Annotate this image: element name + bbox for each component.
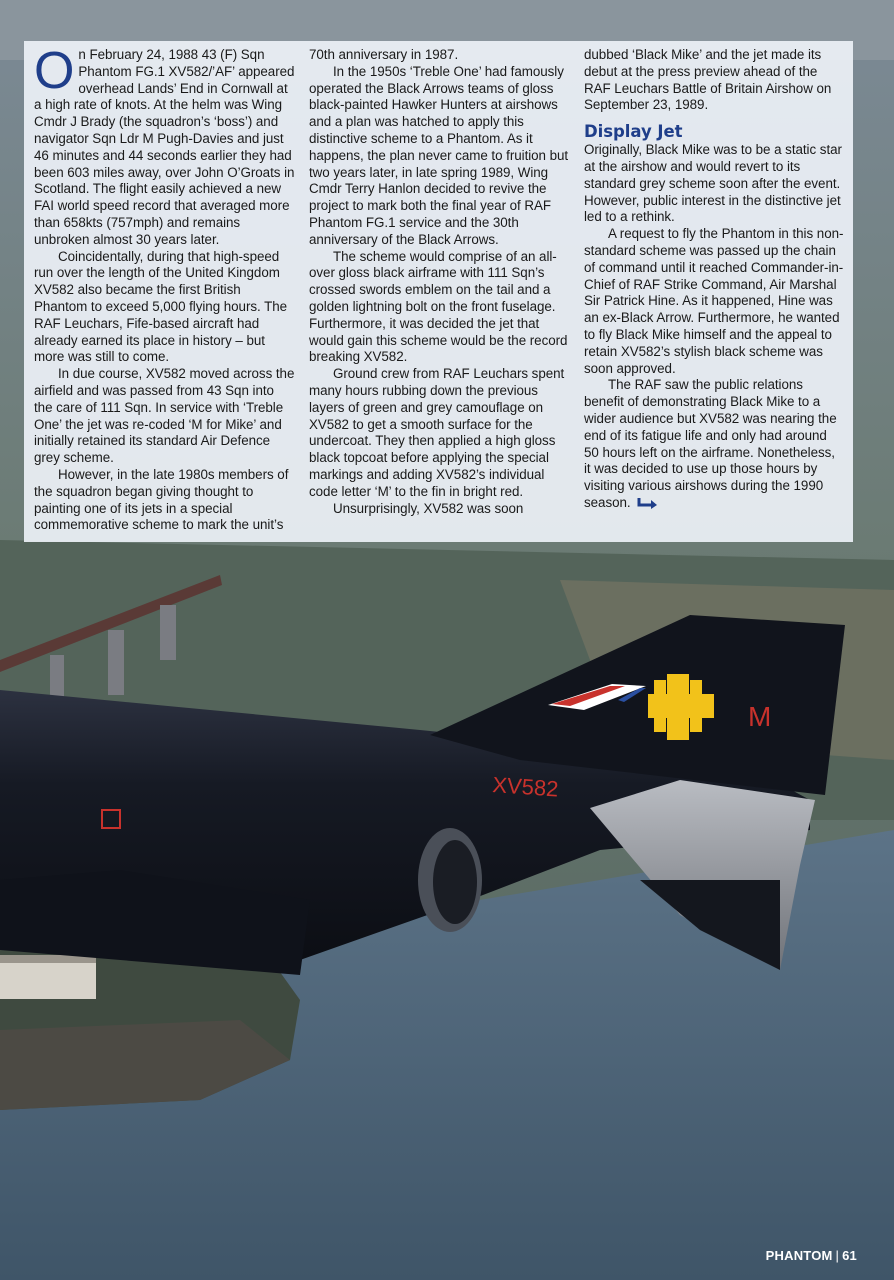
- paragraph: Unsurprisingly, XV582 was soon: [333, 500, 524, 516]
- article-column-3: [584, 47, 845, 542]
- paragraph: 70th anniversary in 1987.: [309, 47, 459, 62]
- paragraph: On February 24, 1988 43 (F) Sqn Phantom FG.1 XV582/’AF’ appeared overhead Lands’ End in Cornwall at a high rate of knots. At the helm was Wing Cmdr J Brady (the squadron’s ‘boss’) and navigator Sqn Ldr M Pugh-Davies and just 46 minutes and 44 seconds earlier they had been 603 miles away, over John O’Groats in Scotland. The flight easily achieved a new FAI world speed record that averaged more than 658kts (757mph) and remains unbroken almost 30 years later.: [34, 42, 295, 247]
- page-folio: [766, 1248, 857, 1263]
- serial-marking: XV582: [491, 772, 560, 802]
- paragraph: Originally, Black Mike was to be a static star at the airshow and would revert to its standard grey scheme soon after the event. However, public interest in the distinctive jet led to a rethink.: [584, 142, 842, 225]
- paragraph: The scheme would comprise of an all-over gloss black airframe with 111 Sqn’s crossed swords emblem on the tail and a golden lightning bolt on the front fuselage. Furthermore, it was decided the jet that would gain this scheme would be the record breaking XV582.: [309, 248, 568, 365]
- paragraph: However, in the late 1980s members of the squadron began giving thought to painting one of its jets in a special commemorative scheme to mark the unit’s: [34, 466, 289, 533]
- section-subheading: Display Jet: [584, 122, 683, 142]
- paragraph: The RAF saw the public relations benefit of demonstrating Black Mike to a wider audience but XV582 was nearing the end of its fatigue life and only had around 50 hours left on the airframe. Nonetheless, it was decided to use up those hours by visiting various airshows during the 1990 season.: [584, 377, 837, 510]
- paragraph: In the 1950s ‘Treble One’ had famously operated the Black Arrows teams of gloss black-painted Hawker Hunters at airshows and a plan was hatched to apply this distinctive scheme to a Phantom. As it happens, the plan never came to fruition but two years later, in late spring 1989, Wing Cmdr Terry Hanlon decided to revive the project to mark both the final year of RAF Phantom FG.1 service and the 30th anniversary of the Black Arrows.: [309, 63, 569, 247]
- paragraph: Ground crew from RAF Leuchars spent many hours rubbing down the previous layers of green and grey camouflage on XV582 to get a smooth surface for the undercoat. They then applied a high gloss black topcoat before applying the special markings and adding XV582’s individual code letter ‘M’ to the fin in bright red.: [309, 366, 565, 499]
- paragraph: Coincidentally, during that high-speed run over the length of the United Kingdom XV582 also became the first British Phantom to exceed 5,000 flying hours. The RAF Leuchars, Fife-based aircraft had already earned its place in history – but more was still to come.: [34, 248, 288, 365]
- folio-separator: |: [835, 1248, 840, 1263]
- article-panel: [24, 41, 853, 542]
- article-column-1: [34, 42, 295, 542]
- drop-cap: O: [34, 42, 75, 100]
- fin-code: M: [748, 701, 772, 732]
- article-column-2: [309, 47, 570, 542]
- continue-arrow-icon: [637, 497, 659, 509]
- magazine-name: PHANTOM: [765, 1248, 833, 1263]
- paragraph: dubbed ‘Black Mike’ and the jet made its debut at the press preview ahead of the RAF Leuchars Battle of Britain Airshow on September 23, 1989.: [584, 47, 832, 113]
- paragraph: A request to fly the Phantom in this non-standard scheme was passed up the chain of command until it reached Commander-in-Chief of RAF Strike Command, Air Marshal Sir Patrick Hine. As it happened, Hine was an ex-Black Arrow. Furthermore, he wanted to fly Black Mike himself and the appeal to retain XV582’s stylish black scheme was soon approved.: [584, 226, 844, 376]
- page-number: 61: [842, 1248, 857, 1263]
- paragraph: In due course, XV582 moved across the airfield and was passed from 43 Sqn into the care of 111 Sqn. In service with ‘Treble One’ the jet was re-coded ‘M for Mike’ and initially retained its standard Air Defence grey scheme.: [34, 366, 295, 466]
